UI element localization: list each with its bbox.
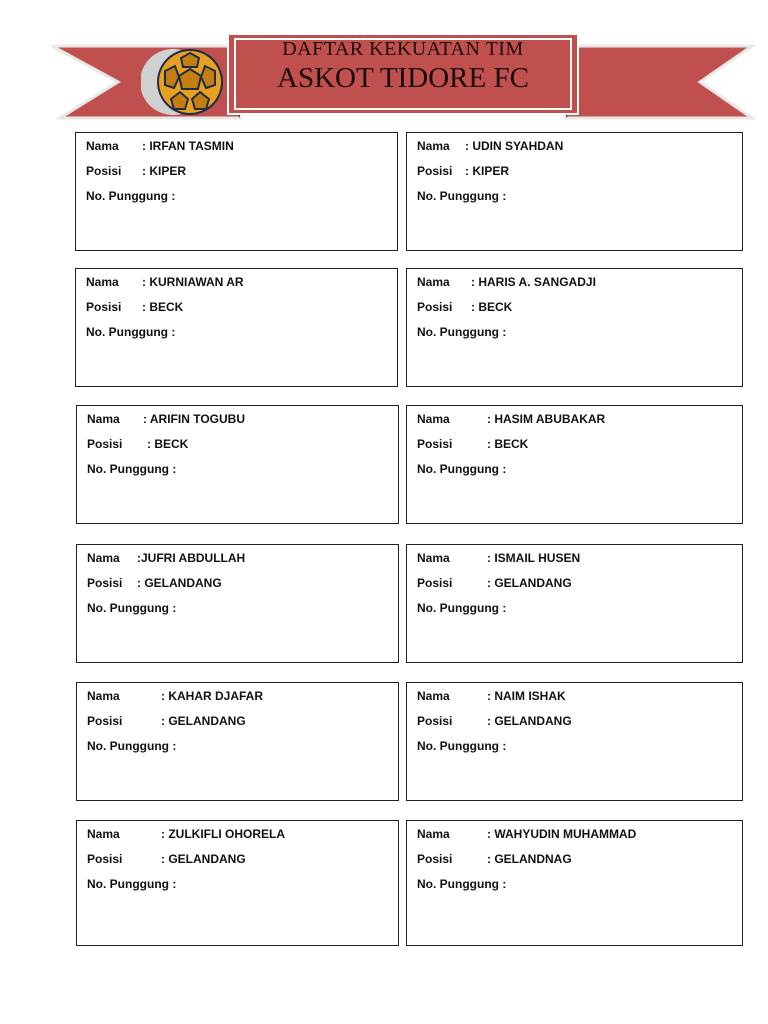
nama-label: Nama [86,139,119,153]
punggung-label: No. Punggung : [87,877,177,891]
nama-row [417,551,734,565]
player-card [76,820,399,946]
player-position: : GELANDANG [161,852,246,866]
player-position: : KIPER [465,164,510,178]
punggung-label: No. Punggung : [417,325,507,339]
nama-row [417,412,734,426]
player-card [406,405,743,524]
posisi-label: Posisi [417,437,453,451]
nama-row [417,827,734,841]
nama-label: Nama [87,551,120,565]
posisi-label: Posisi [417,576,453,590]
posisi-label: Posisi [417,164,453,178]
nama-label: Nama [417,689,450,703]
nama-label: Nama [417,139,450,153]
punggung-label: No. Punggung : [417,877,507,891]
posisi-row [87,852,390,866]
posisi-label: Posisi [86,164,122,178]
player-name: : UDIN SYAHDAN [465,139,564,153]
punggung-row [86,189,389,203]
player-name: :JUFRI ABDULLAH [137,551,246,565]
posisi-row [417,437,734,451]
punggung-label: No. Punggung : [417,462,507,476]
posisi-row [417,300,734,314]
posisi-label: Posisi [417,300,453,314]
player-position: : BECK [147,437,189,451]
nama-row [87,689,390,703]
player-name: : KURNIAWAN AR [142,275,244,289]
player-card [406,820,743,946]
player-name: : WAHYUDIN MUHAMMAD [487,827,637,841]
posisi-row [86,300,389,314]
player-card [406,268,743,387]
nama-row [86,275,389,289]
posisi-row [417,852,734,866]
punggung-label: No. Punggung : [86,189,176,203]
punggung-row [417,189,734,203]
nama-label: Nama [87,689,120,703]
player-card [406,132,743,251]
posisi-row [87,714,390,728]
punggung-row [86,325,389,339]
player-name: : IRFAN TASMIN [142,139,234,153]
header-banner [0,0,768,130]
player-position: : GELANDANG [161,714,246,728]
nama-label: Nama [87,412,120,426]
player-name: : ISMAIL HUSEN [487,551,581,565]
posisi-row [417,714,734,728]
player-position: : BECK [487,437,529,451]
nama-row [87,827,390,841]
player-card [406,544,743,663]
player-position: : GELANDANG [487,576,572,590]
nama-row [417,689,734,703]
punggung-row [417,462,734,476]
player-position: : BECK [471,300,513,314]
punggung-label: No. Punggung : [87,462,177,476]
posisi-row [417,576,734,590]
player-name: : HARIS A. SANGADJI [471,275,596,289]
punggung-label: No. Punggung : [86,325,176,339]
punggung-row [417,739,734,753]
player-card [76,405,399,524]
posisi-label: Posisi [87,852,123,866]
player-name: : ARIFIN TOGUBU [143,412,245,426]
posisi-label: Posisi [87,714,123,728]
nama-row [417,275,734,289]
player-name: : HASIM ABUBAKAR [487,412,606,426]
player-card [76,544,399,663]
player-position: : GELANDANG [137,576,222,590]
nama-row [87,551,390,565]
posisi-label: Posisi [87,576,123,590]
posisi-label: Posisi [417,852,453,866]
posisi-row [87,576,390,590]
punggung-label: No. Punggung : [87,739,177,753]
player-card [76,682,399,801]
player-card [406,682,743,801]
nama-row [87,412,390,426]
punggung-row [87,739,390,753]
player-name: : ZULKIFLI OHORELA [161,827,285,841]
nama-label: Nama [86,275,119,289]
posisi-row [87,437,390,451]
nama-row [417,139,734,153]
punggung-label: No. Punggung : [417,601,507,615]
nama-label: Nama [87,827,120,841]
punggung-label: No. Punggung : [417,739,507,753]
soccer-ball-icon [141,47,227,117]
nama-row [86,139,389,153]
punggung-label: No. Punggung : [417,189,507,203]
player-name: : NAIM ISHAK [487,689,566,703]
punggung-row [417,325,734,339]
player-position: : GELANDNAG [487,852,572,866]
punggung-row [87,877,390,891]
punggung-row [417,601,734,615]
banner-subtitle: DAFTAR KEKUATAN TIM [282,38,524,60]
posisi-row [417,164,734,178]
posisi-label: Posisi [417,714,453,728]
nama-label: Nama [417,551,450,565]
nama-label: Nama [417,275,450,289]
player-position: : KIPER [142,164,187,178]
player-name: : KAHAR DJAFAR [161,689,263,703]
player-card [75,132,398,251]
nama-label: Nama [417,412,450,426]
player-card [75,268,398,387]
punggung-row [87,601,390,615]
punggung-row [87,462,390,476]
posisi-row [86,164,389,178]
player-position: : GELANDANG [487,714,572,728]
punggung-row [417,877,734,891]
nama-label: Nama [417,827,450,841]
player-position: : BECK [142,300,184,314]
punggung-label: No. Punggung : [87,601,177,615]
posisi-label: Posisi [86,300,122,314]
banner-title: ASKOT TIDORE FC [277,62,529,94]
posisi-label: Posisi [87,437,123,451]
